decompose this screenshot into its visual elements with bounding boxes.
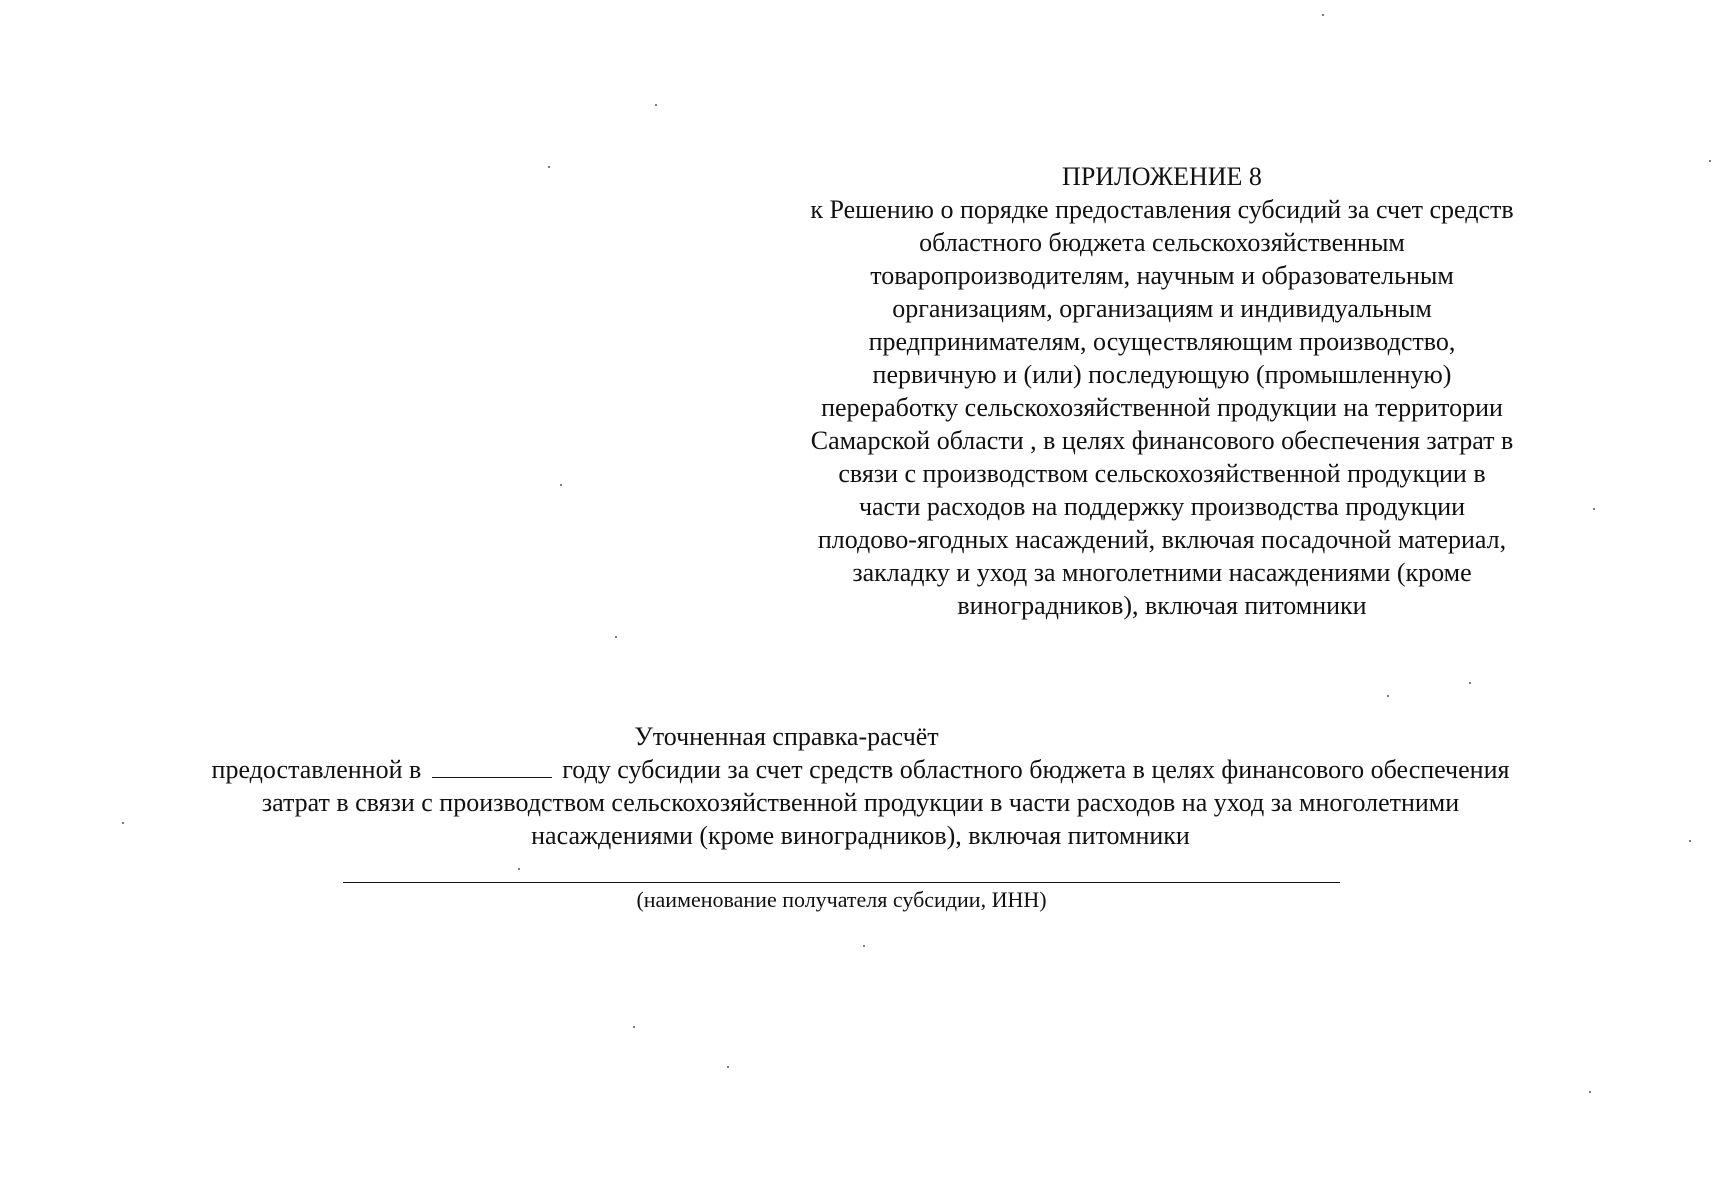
scan-speck bbox=[1593, 508, 1595, 510]
scan-speck bbox=[1322, 14, 1324, 16]
appendix-line: закладку и уход за многолетними насаждениями (кроме bbox=[852, 558, 1472, 587]
scan-speck bbox=[1709, 160, 1711, 162]
appendix-line: первичную и (или) последующую (промышленную) bbox=[872, 360, 1452, 389]
appendix-line: Самарской области , в целях финансового обеспечения затрат в bbox=[810, 426, 1514, 455]
form-title: Уточненная справка-расчёт bbox=[634, 722, 939, 751]
scan-speck bbox=[633, 1026, 635, 1028]
appendix-line: связи с производством сельскохозяйственной продукции в bbox=[838, 459, 1486, 488]
appendix-line: товаропроизводителям, научным и образовательным bbox=[870, 261, 1454, 290]
appendix-line: переработку сельскохозяйственной продукции на территории bbox=[821, 393, 1503, 422]
scan-speck bbox=[615, 636, 617, 638]
scan-speck bbox=[1469, 682, 1471, 684]
scan-speck bbox=[518, 868, 520, 870]
scan-speck bbox=[122, 822, 124, 824]
scan-speck bbox=[1589, 1091, 1591, 1093]
scan-speck bbox=[655, 104, 657, 106]
appendix-block bbox=[762, 160, 1562, 622]
scan-speck bbox=[727, 1066, 729, 1068]
form-subtitle-suffix: году субсидии за счет средств областного бюджета в целях финансового обеспечения bbox=[562, 755, 1510, 784]
scan-speck bbox=[863, 945, 865, 947]
scan-speck bbox=[1387, 695, 1389, 697]
appendix-title: ПРИЛОЖЕНИЕ 8 bbox=[1062, 162, 1262, 191]
form-subtitle-line-2: затрат в связи с производством сельскохозяйственной продукции в части расходов на уход за многолетними bbox=[261, 788, 1460, 817]
form-subtitle-prefix: предоставленной в bbox=[211, 755, 422, 784]
form-subtitle-line-1 bbox=[0, 753, 1721, 786]
appendix-line: организациям, организациям и индивидуальным bbox=[892, 294, 1432, 323]
appendix-line: плодово-ягодных насаждений, включая посадочной материал, bbox=[817, 525, 1507, 554]
appendix-line: части расходов на поддержку производства продукции bbox=[858, 492, 1466, 521]
appendix-line: областного бюджета сельскохозяйственным bbox=[919, 228, 1405, 257]
appendix-line: к Решению о порядке предоставления субсидий за счет средств bbox=[810, 195, 1514, 224]
form-subtitle-line-3: насаждениями (кроме виноградников), включая питомники bbox=[531, 821, 1190, 850]
recipient-blank-field[interactable] bbox=[343, 882, 1340, 883]
scan-speck bbox=[1689, 840, 1691, 842]
scan-speck bbox=[560, 484, 562, 486]
appendix-body bbox=[762, 193, 1562, 622]
appendix-line: предпринимателям, осуществляющим производство, bbox=[868, 327, 1456, 356]
recipient-caption: (наименование получателя субсидии, ИНН) bbox=[636, 887, 1047, 912]
scan-speck bbox=[548, 166, 550, 168]
year-blank-field[interactable] bbox=[432, 755, 552, 778]
form-heading bbox=[0, 720, 1721, 852]
appendix-line: виноградников), включая питомники bbox=[957, 591, 1367, 620]
